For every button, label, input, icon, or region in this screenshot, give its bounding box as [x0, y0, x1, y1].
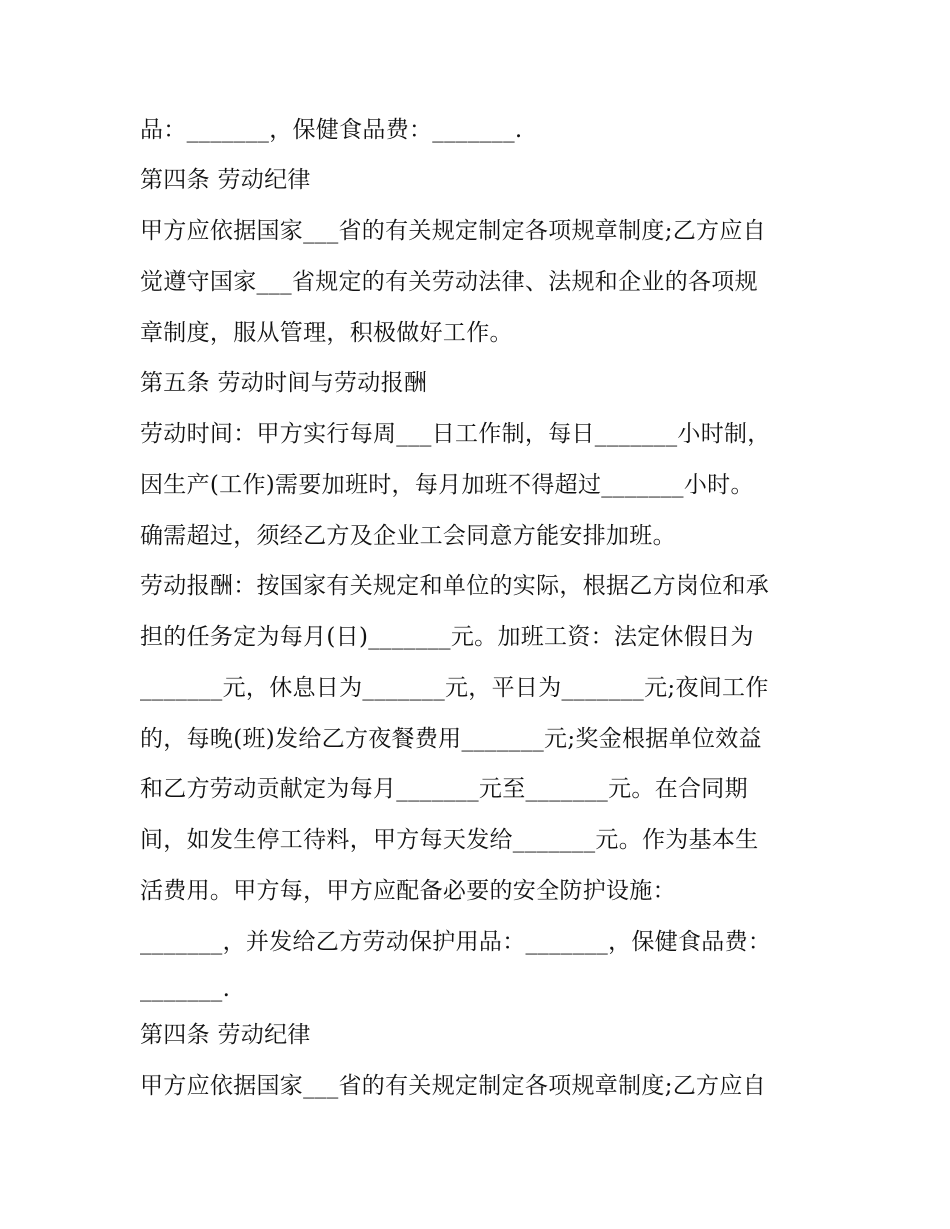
text-line: 活费用。甲方每，甲方应配备必要的安全防护设施： — [140, 878, 676, 904]
text-line: 品：_______，保健食品费：_______. — [140, 117, 523, 143]
text-line: 确需超过，须经乙方及企业工会同意方能安排加班。 — [140, 523, 676, 549]
text-line: _______. — [140, 976, 231, 1002]
text-line: 的，每晚(班)发给乙方夜餐费用_______元;奖金根据单位效益 — [140, 726, 762, 752]
text-line: 担的任务定为每月(日)_______元。加班工资：法定休假日为 — [140, 624, 754, 650]
text-line: _______元，休息日为_______元，平日为_______元;夜间工作 — [140, 675, 769, 701]
text-line: 甲方应依据国家___省的有关规定制定各项规章制度;乙方应自 — [140, 1073, 766, 1099]
text-line: 甲方应依据国家___省的有关规定制定各项规章制度;乙方应自 — [140, 218, 766, 244]
article-heading: 第五条 劳动时间与劳动报酬 — [140, 370, 428, 396]
text-line: 劳动时间：甲方实行每周___日工作制，每日_______小时制， — [140, 421, 771, 447]
article-heading: 第四条 劳动纪律 — [140, 1022, 311, 1048]
text-line: 劳动报酬：按国家有关规定和单位的实际，根据乙方岗位和承 — [140, 573, 770, 599]
text-line: 章制度，服从管理，积极做好工作。 — [140, 320, 513, 346]
text-line: 和乙方劳动贡献定为每月_______元至_______元。在合同期 — [140, 776, 748, 802]
article-heading: 第四条 劳动纪律 — [140, 167, 311, 193]
text-line: _______，并发给乙方劳动保护用品：_______，保健食品费： — [140, 929, 772, 955]
text-line: 觉遵守国家___省规定的有关劳动法律、法规和企业的各项规 — [140, 269, 758, 295]
text-line: 间，如发生停工待料，甲方每天发给_______元。作为基本生 — [140, 827, 759, 853]
text-line: 因生产(工作)需要加班时，每月加班不得超过_______小时。 — [140, 472, 754, 498]
